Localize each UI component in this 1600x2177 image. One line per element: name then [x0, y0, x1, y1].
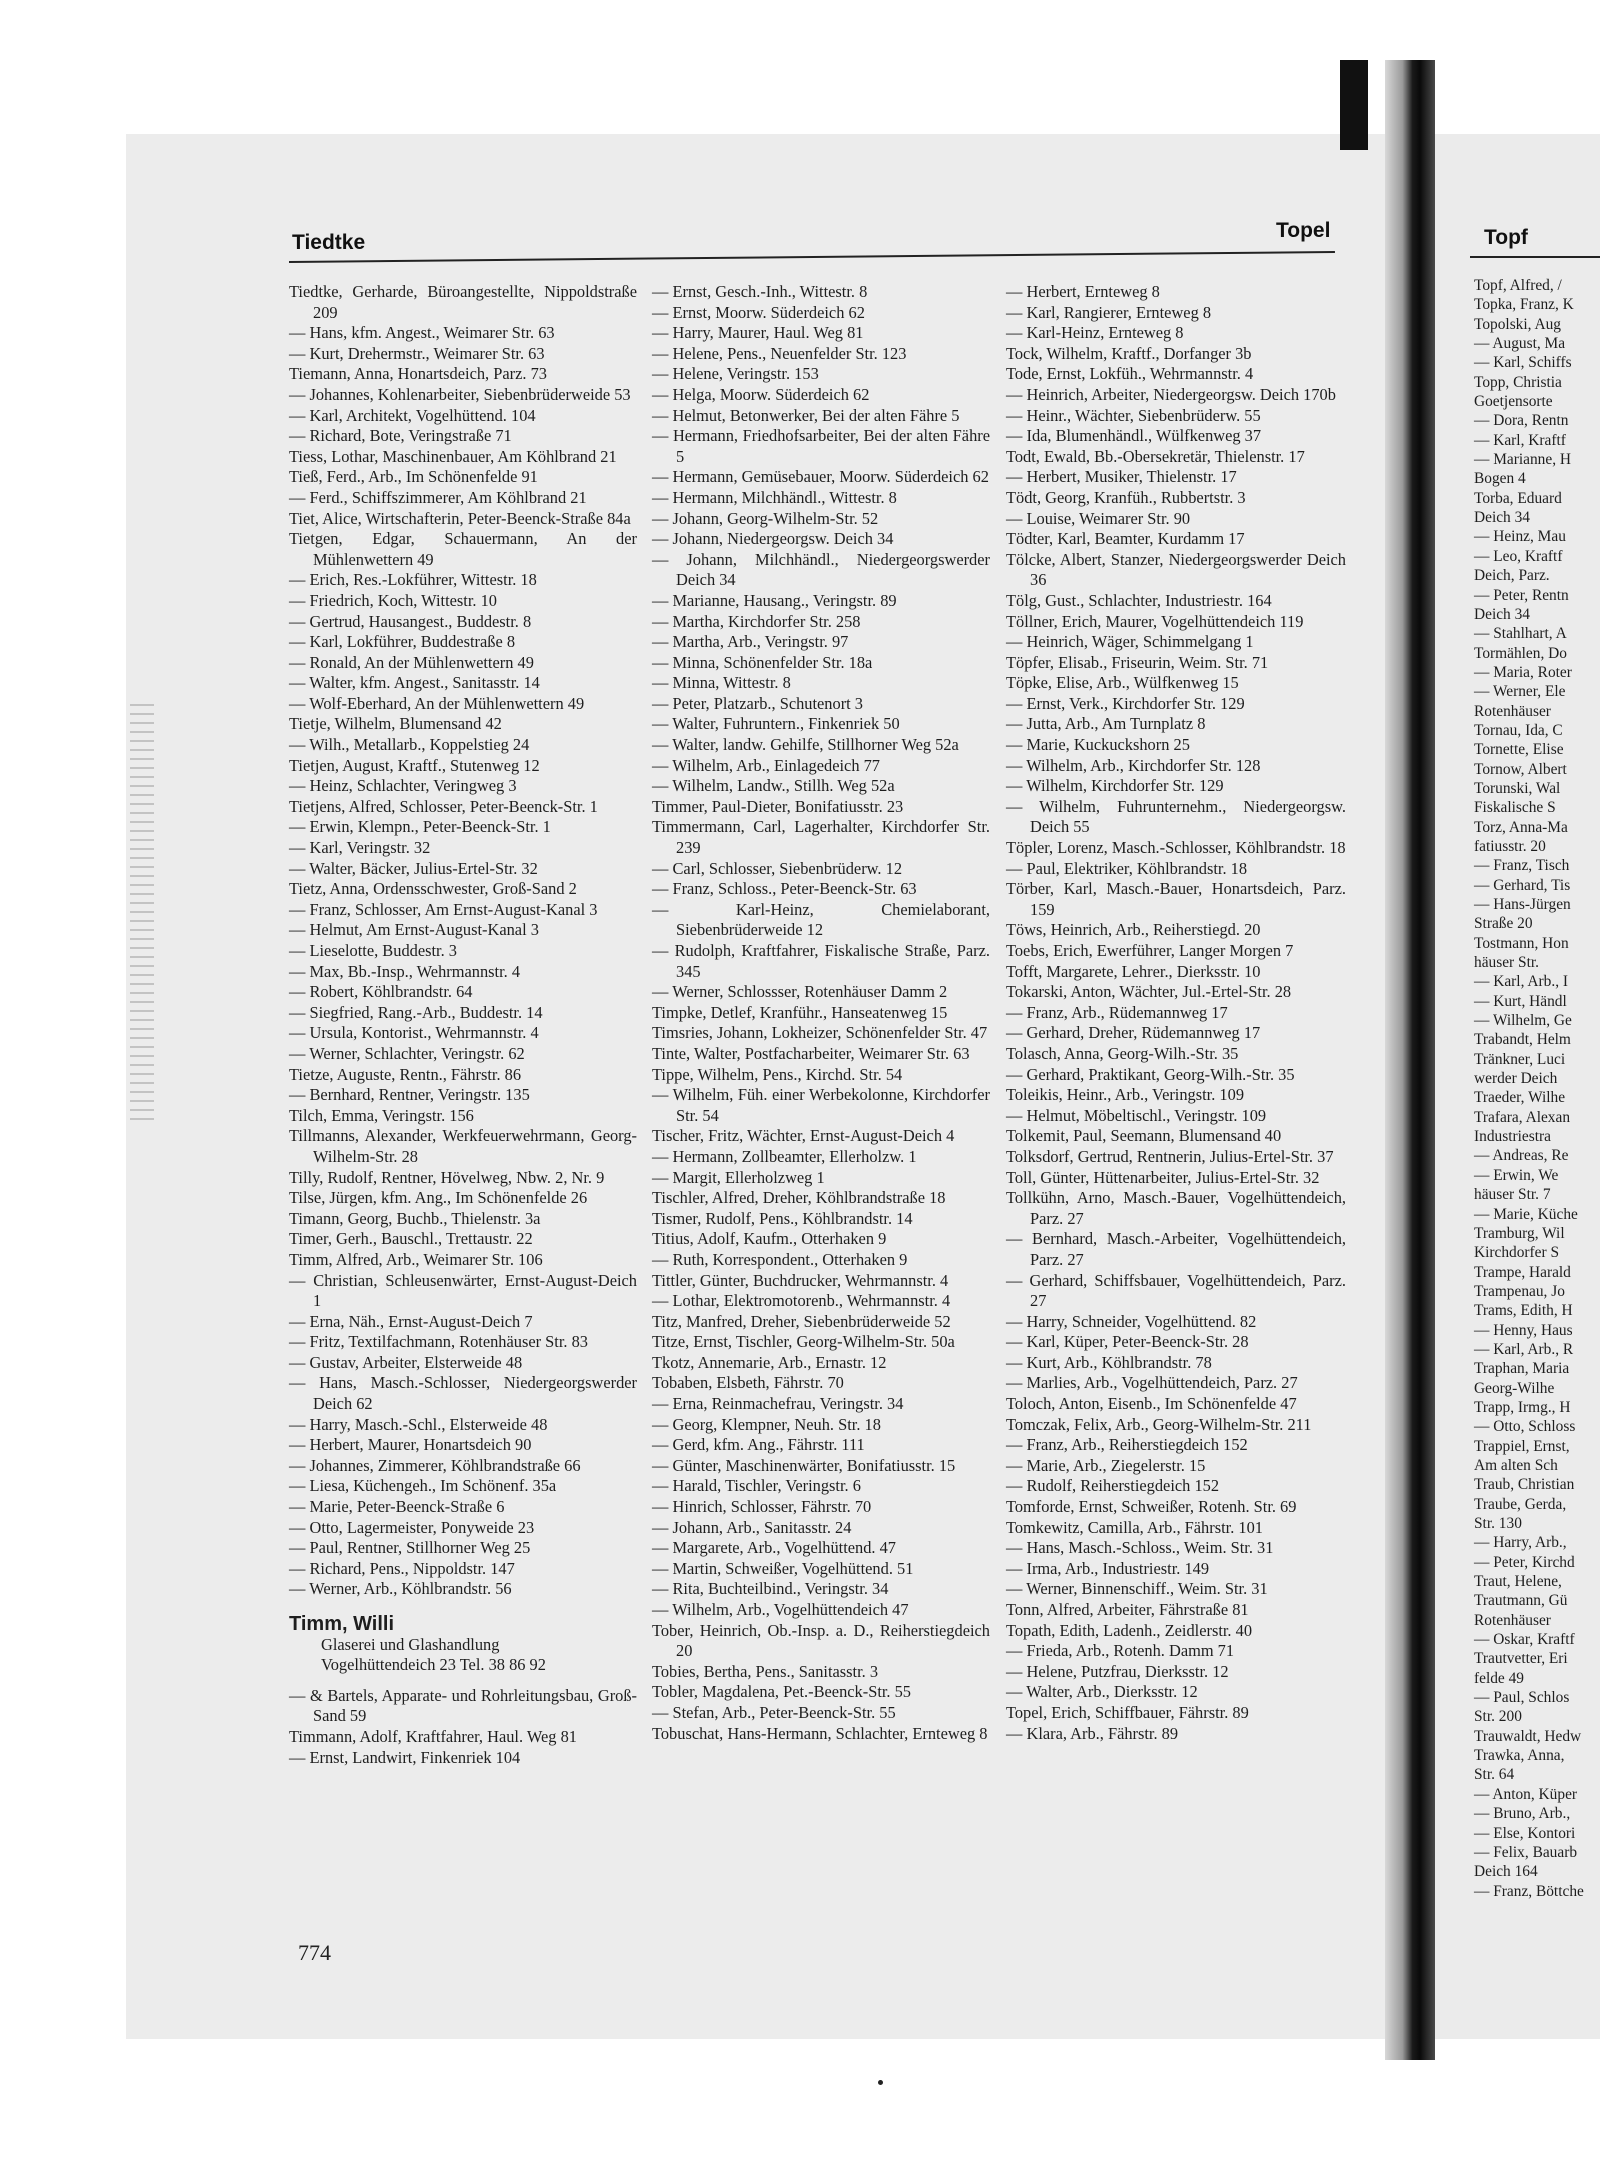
directory-entry: — Ronald, An der Mühlenwettern 49 [289, 652, 534, 672]
directory-entry: — Paul, Rentner, Stillhorner Weg 25 [289, 1538, 531, 1558]
directory-entry: — Georg, Klempner, Neuh. Str. 18 [652, 1414, 881, 1434]
directory-entry: — Gerd, kfm. Ang., Fährstr. 111 [652, 1435, 865, 1455]
directory-entry: — Walter, Bäcker, Julius-Ertel-Str. 32 [289, 858, 538, 878]
directory-entry: — Else, Kontori [1474, 1824, 1576, 1842]
directory-entry: Toebs, Erich, Ewerführer, Langer Morgen 7 [1006, 941, 1294, 960]
directory-entry: Traut, Helene, [1474, 1573, 1562, 1591]
directory-entry: — Lothar, Elektromotorenb., Wehrmannstr. 4 [652, 1291, 951, 1311]
directory-entry: Timpke, Detlef, Kranführ., Hanseatenweg 15 [652, 1002, 948, 1022]
directory-entry: — Hans, Masch.-Schlosser, Niedergeorgswerder Deich 62 [289, 1373, 637, 1414]
directory-entry: — Harry, Maurer, Haul. Weg 81 [652, 323, 864, 343]
scan-speck [878, 2080, 883, 2085]
directory-entry: Tolkemit, Paul, Seemann, Blumensand 40 [1006, 1126, 1282, 1146]
directory-entry: — Heinr., Wächter, Siebenbrüderw. 55 [1006, 405, 1261, 425]
directory-entry: Titz, Manfred, Dreher, Siebenbrüderweide 52 [652, 1311, 951, 1331]
directory-entry: — Johannes, Zimmerer, Köhlbrandstraße 66 [289, 1455, 581, 1475]
directory-entry: — Stefan, Arb., Peter-Beenck-Str. 55 [652, 1702, 896, 1722]
directory-entry: — Karl, Lokführer, Buddestraße 8 [289, 632, 516, 652]
directory-entry: Trabandt, Helm [1474, 1031, 1571, 1049]
directory-entry: — Otto, Lagermeister, Ponyweide 23 [289, 1517, 535, 1537]
directory-entry: — Maria, Roter [1474, 663, 1572, 681]
directory-entry: — Bernhard, Masch.-Arbeiter, Vogelhüttendeich, Parz. 27 [1006, 1229, 1346, 1269]
directory-entry: — Kurt, Arb., Köhlbrandstr. 78 [1006, 1352, 1212, 1372]
directory-entry: — Erwin, Klempn., Peter-Beenck-Str. 1 [289, 817, 551, 837]
directory-entry: — Ruth, Korrespondent., Otterhaken 9 [652, 1249, 908, 1269]
directory-entry: — Minna, Schönenfelder Str. 18a [652, 652, 873, 672]
directory-entry: — Wilhelm, Arb., Einlagedeich 77 [652, 755, 881, 775]
directory-entry: Topp, Christia [1474, 373, 1562, 391]
directory-entry: — Gerhard, Praktikant, Georg-Wilh.-Str. 35 [1006, 1064, 1295, 1084]
directory-entry: — Franz, Schlosser, Am Ernst-August-Kanal 3 [289, 899, 598, 919]
directory-entry: — Felix, Bauarb [1474, 1843, 1578, 1861]
directory-entry: Titze, Ernst, Tischler, Georg-Wilhelm-Str. 50a [652, 1332, 955, 1352]
directory-entry: — Harry, Masch.-Schl., Elsterweide 48 [289, 1414, 548, 1434]
directory-entry: — Irma, Arb., Industriestr. 149 [1006, 1558, 1210, 1578]
directory-entry: — Rita, Buchteilbind., Veringstr. 34 [652, 1579, 889, 1599]
directory-entry: Tode, Ernst, Lokfüh., Wehrmannstr. 4 [1006, 364, 1254, 384]
directory-entry: Tödt, Georg, Kranfüh., Rubbertstr. 3 [1006, 487, 1246, 507]
directory-entry: — Hinrich, Schlosser, Fährstr. 70 [652, 1497, 872, 1517]
directory-entry: — Harry, Schneider, Vogelhüttend. 82 [1006, 1311, 1257, 1331]
directory-entry: — Marie, Kuckuckshorn 25 [1006, 735, 1190, 755]
directory-entry: — Karl-Heinz, Ernteweg 8 [1006, 323, 1184, 343]
directory-entry: — Walter, Fuhruntern., Finkenriek 50 [652, 714, 900, 734]
directory-entry: felde 49 [1474, 1669, 1524, 1687]
directory-entry: — Herbert, Maurer, Honartsdeich 90 [289, 1435, 532, 1455]
directory-entry: — Max, Bb.-Insp., Wehrmannstr. 4 [289, 961, 521, 981]
directory-entry: Traube, Gerda, [1474, 1495, 1567, 1513]
directory-entry: — Marlies, Arb., Vogelhüttendeich, Parz. 27 [1006, 1373, 1298, 1393]
binding-edge-top [1340, 60, 1368, 150]
directory-entry: — Friedrich, Koch, Wittestr. 10 [289, 590, 497, 610]
directory-entry: Tomforde, Ernst, Schweißer, Rotenh. Str. 69 [1006, 1497, 1297, 1517]
directory-entry: Tomczak, Felix, Arb., Georg-Wilhelm-Str. 211 [1006, 1414, 1312, 1434]
directory-entry: — Wilhelm, Arb., Kirchdorfer Str. 128 [1006, 755, 1261, 775]
directory-entry: Tollkühn, Arno, Masch.-Bauer, Vogelhüttendeich, Parz. 27 [1006, 1188, 1346, 1228]
directory-entry: — Werner, Ele [1474, 683, 1566, 701]
directory-entry: — Franz, Arb., Reiherstiegdeich 152 [1006, 1435, 1248, 1455]
directory-entry: — Henny, Haus [1474, 1321, 1573, 1339]
directory-entry: — Werner, Binnenschiff., Weim. Str. 31 [1006, 1579, 1268, 1599]
directory-entry: — Richard, Pens., Nippoldstr. 147 [289, 1558, 515, 1578]
directory-entry: — Werner, Schlachter, Veringstr. 62 [289, 1043, 525, 1063]
directory-entry: Timm, Alfred, Arb., Weimarer Str. 106 [289, 1249, 543, 1269]
directory-entry: — Karl, Arb., I [1474, 973, 1569, 991]
directory-entry: Tieß, Ferd., Arb., Im Schönenfelde 91 [289, 467, 538, 487]
directory-entry: Tramburg, Wil [1474, 1224, 1565, 1242]
directory-entry: — Christian, Schleusenwärter, Ernst-August-Deich 1 [289, 1270, 637, 1311]
directory-entry: Tietze, Auguste, Rentn., Fährstr. 86 [289, 1064, 522, 1084]
directory-entry: Fiskalische S [1474, 799, 1556, 817]
directory-entry: — Heinrich, Wäger, Schimmelgang 1 [1006, 632, 1254, 652]
running-head-left: Tiedtke [292, 231, 366, 254]
directory-entry: — Marianne, H [1474, 451, 1572, 469]
directory-entry: Tietgen, Edgar, Schauermann, An der Mühlenwettern 49 [289, 529, 637, 569]
right-page-column [1474, 276, 1600, 1901]
directory-entry: Am alten Sch [1474, 1456, 1558, 1474]
directory-entry: Tietje, Wilhelm, Blumensand 42 [289, 714, 502, 734]
directory-entry: — Robert, Köhlbrandstr. 64 [289, 982, 473, 1002]
directory-entry: Topf, Alfred, / [1474, 277, 1562, 294]
directory-entry: Tismer, Rudolf, Pens., Köhlbrandstr. 14 [652, 1208, 913, 1228]
directory-entry: — Johann, Georg-Wilhelm-Str. 52 [652, 508, 879, 528]
directory-entry: — Johann, Niedergeorgsw. Deich 34 [652, 529, 894, 549]
directory-entry: — Ernst, Landwirt, Finkenriek 104 [289, 1747, 521, 1767]
directory-entry: — Harry, Arb., [1474, 1534, 1567, 1552]
right-page-header-rule [1470, 256, 1600, 258]
directory-entry: Tietjen, August, Kraftf., Stutenweg 12 [289, 755, 540, 775]
directory-entry: Bogen 4 [1474, 470, 1526, 488]
directory-entry: — Martha, Kirchdorfer Str. 258 [652, 611, 861, 631]
directory-entry: — Walter, kfm. Angest., Sanitasstr. 14 [289, 673, 540, 693]
directory-entry: — Ursula, Kontorist., Wehrmannstr. 4 [289, 1023, 539, 1043]
directory-entry: Tischler, Alfred, Dreher, Köhlbrandstraße 18 [652, 1188, 946, 1208]
directory-entry: — Paul, Schlos [1474, 1689, 1570, 1707]
directory-entry: — Fritz, Textilfachmann, Rotenhäuser Str. 83 [289, 1332, 588, 1352]
directory-entry: Tittler, Günter, Buchdrucker, Wehrmannstr. 4 [652, 1270, 949, 1290]
directory-entry: — Heinz, Schlachter, Veringweg 3 [289, 776, 517, 796]
directory-entry: — Hermann, Zollbeamter, Ellerholzw. 1 [652, 1146, 917, 1166]
directory-entry: häuser Str. [1474, 954, 1539, 972]
directory-entry: — Walter, Arb., Dierksstr. 12 [1006, 1682, 1198, 1702]
directory-entry: — Marie, Arb., Ziegelerstr. 15 [1006, 1455, 1206, 1475]
margin-bleed-through [130, 700, 154, 1120]
directory-entry: — Martha, Arb., Veringstr. 97 [652, 632, 849, 652]
directory-entry: Str. 130 [1474, 1515, 1522, 1532]
directory-entry: — Helene, Putzfrau, Dierksstr. 12 [1006, 1661, 1229, 1681]
directory-entry: Trafara, Alexan [1474, 1108, 1571, 1126]
directory-entry: — Franz, Schloss., Peter-Beenck-Str. 63 [652, 879, 917, 899]
directory-entry: Topolski, Aug [1474, 315, 1561, 333]
directory-entry: Tietz, Anna, Ordensschwester, Groß-Sand 2 [289, 879, 577, 899]
advertisement-name: Timm, Willi [289, 1613, 395, 1635]
directory-entry: — Marie, Küche [1474, 1205, 1578, 1223]
running-head-right: Topel [1276, 219, 1331, 242]
directory-entry: — Peter, Kirchd [1474, 1553, 1575, 1571]
directory-entry: Tokarski, Anton, Wächter, Jul.-Ertel-Str. 28 [1006, 982, 1292, 1002]
directory-entry: fatiusstr. 20 [1474, 837, 1546, 855]
directory-entry: — Margarete, Arb., Vogelhüttend. 47 [652, 1538, 897, 1558]
directory-entry: Deich, Parz. [1474, 567, 1550, 585]
directory-entry: Goetjensorte [1474, 393, 1553, 411]
directory-entry: — Wolf-Eberhard, An der Mühlenwettern 49 [289, 693, 585, 713]
directory-entry: — Herbert, Ernteweg 8 [1006, 282, 1160, 301]
directory-entry: — Karl, Kraftf [1474, 431, 1566, 449]
directory-entry: — Jutta, Arb., Am Turnplatz 8 [1006, 714, 1206, 734]
advertisement-line: Glaserei und Glashandlung [321, 1634, 500, 1654]
directory-entry: Tornow, Albert [1474, 760, 1567, 778]
directory-entry: Traphan, Maria [1474, 1360, 1570, 1378]
directory-entry: Tiedtke, Gerharde, Büroangestellte, Nippoldstraße 209 [289, 282, 637, 322]
directory-entry: Toloch, Anton, Eisenb., Im Schönenfelde 47 [1006, 1394, 1297, 1414]
page-number: 774 [298, 1940, 331, 1965]
directory-entry: Tonn, Alfred, Arbeiter, Fährstraße 81 [1006, 1600, 1249, 1619]
directory-entry: — Karl, Arb., R [1474, 1340, 1574, 1358]
directory-entry: — Marianne, Hausang., Veringstr. 89 [652, 590, 897, 610]
directory-entry: — Carl, Schlosser, Siebenbrüderw. 12 [652, 858, 903, 878]
directory-entry: — Helene, Pens., Neuenfelder Str. 123 [652, 343, 907, 363]
directory-column-1 [289, 282, 637, 1768]
directory-entry: Trampenau, Jo [1474, 1282, 1565, 1300]
directory-entry: Tolasch, Anna, Georg-Wilh.-Str. 35 [1006, 1043, 1239, 1063]
directory-entry: — Ferd., Schiffszimmerer, Am Köhlbrand 21 [289, 487, 587, 507]
directory-entry: — Richard, Bote, Veringstraße 71 [289, 426, 512, 446]
directory-entry: — Franz, Böttche [1474, 1882, 1584, 1900]
directory-entry: — Gertrud, Hausangest., Buddestr. 8 [289, 611, 532, 631]
directory-entry: Trauwaldt, Hedw [1474, 1727, 1582, 1745]
directory-entry: — Erich, Res.-Lokführer, Wittestr. 18 [289, 570, 537, 590]
directory-entry: — Karl, Schiffs [1474, 354, 1572, 372]
directory-entry: — Ernst, Verk., Kirchdorfer Str. 129 [1006, 693, 1245, 713]
directory-entry: Tinte, Walter, Postfacharbeiter, Weimarer Str. 63 [652, 1043, 970, 1063]
directory-entry: — Ernst, Gesch.-Inh., Wittestr. 8 [652, 282, 868, 301]
directory-entry: Trampe, Harald [1474, 1263, 1571, 1281]
directory-entry: — Erna, Reinmachefrau, Veringstr. 34 [652, 1394, 904, 1414]
directory-entry: — Günter, Maschinenwärter, Bonifatiusstr. 15 [652, 1455, 956, 1475]
directory-entry: Tiess, Lothar, Maschinenbauer, Am Köhlbrand 21 [289, 446, 617, 466]
directory-entry: — Wilhelm, Fuhrunternehm., Niedergeorgsw. Deich 55 [1006, 796, 1346, 837]
directory-entry: — Ida, Blumenhändl., Wülfkenweg 37 [1006, 426, 1262, 446]
directory-entry: — Andreas, Re [1474, 1147, 1569, 1165]
directory-entry: Timsries, Johann, Lokheizer, Schönenfelder Str. 47 [652, 1023, 988, 1043]
directory-entry: Tölg, Gust., Schlachter, Industriestr. 164 [1006, 590, 1272, 610]
book-binding-shadow [1385, 60, 1435, 2060]
directory-entry: — Hans-Jürgen [1474, 896, 1571, 913]
directory-entry: — Wilhelm, Landw., Stillh. Weg 52a [652, 776, 895, 796]
directory-entry: — Harald, Tischler, Veringstr. 6 [652, 1476, 861, 1496]
directory-entry: — Karl-Heinz, Chemielaborant, Siebenbrüderweide 12 [652, 899, 990, 940]
directory-entry: werder Deich [1474, 1070, 1558, 1088]
directory-entry: Timann, Georg, Buchb., Thielenstr. 3a [289, 1208, 541, 1228]
directory-entry: Tornau, Ida, C [1474, 721, 1563, 739]
directory-entry: — Johann, Arb., Sanitasstr. 24 [652, 1517, 852, 1537]
directory-entry: Töllner, Erich, Maurer, Vogelhüttendeich 119 [1006, 611, 1304, 631]
directory-entry: — Wilh., Metallarb., Koppelstieg 24 [289, 735, 530, 755]
directory-entry: Trautvetter, Eri [1474, 1650, 1568, 1668]
directory-entry: Tornette, Elise [1474, 741, 1564, 759]
directory-entry: — Paul, Elektriker, Köhlbrandstr. 18 [1006, 858, 1248, 878]
directory-entry: — Lieselotte, Buddestr. 3 [289, 941, 457, 960]
directory-entry: Trappiel, Ernst, [1474, 1437, 1570, 1455]
directory-entry: — Werner, Schlossser, Rotenhäuser Damm 2 [652, 982, 948, 1002]
directory-entry: — Hermann, Friedhofsarbeiter, Bei der alten Fähre 5 [652, 426, 990, 466]
directory-entry: — Peter, Platzarb., Schutenort 3 [652, 693, 864, 713]
directory-entry: Timmermann, Carl, Lagerhalter, Kirchdorfer Str. 239 [652, 817, 990, 858]
directory-entry: Straße 20 [1474, 915, 1533, 933]
directory-entry: — Johann, Milchhändl., Niedergeorgswerder Deich 34 [652, 549, 990, 590]
directory-entry: Toll, Günter, Hüttenarbeiter, Julius-Ertel-Str. 32 [1006, 1167, 1320, 1187]
directory-entry: — Helmut, Betonwerker, Bei der alten Fähre 5 [652, 405, 960, 425]
directory-entry: — Karl, Architekt, Vogelhüttend. 104 [289, 405, 536, 425]
directory-entry: — Walter, landw. Gehilfe, Stillhorner Weg 52a [652, 735, 959, 755]
directory-entry: Tilly, Rudolf, Rentner, Hövelweg, Nbw. 2, Nr. 9 [289, 1167, 605, 1187]
directory-entry: Tobler, Magdalena, Pet.-Beenck-Str. 55 [652, 1682, 912, 1702]
directory-entry: Str. 200 [1474, 1708, 1522, 1726]
directory-entry: Georg-Wilhe [1474, 1379, 1555, 1397]
directory-entry: Tostmann, Hon [1474, 934, 1569, 952]
directory-entry: Rotenhäuser [1474, 1611, 1551, 1629]
directory-entry: Trawka, Anna, [1474, 1747, 1565, 1765]
directory-entry: — Karl, Rangierer, Ernteweg 8 [1006, 302, 1212, 322]
directory-entry: Topka, Franz, K [1474, 296, 1574, 314]
directory-entry: Trapp, Irmg., H [1474, 1398, 1571, 1416]
directory-entry: Trautmann, Gü [1474, 1592, 1568, 1610]
directory-entry: Tippe, Wilhelm, Pens., Kirchd. Str. 54 [652, 1064, 903, 1084]
directory-entry: Tolksdorf, Gertrud, Rentnerin, Julius-Ertel-Str. 37 [1006, 1146, 1334, 1166]
directory-entry: Töpke, Elise, Arb., Wülfkenweg 15 [1006, 673, 1239, 693]
directory-entry: Tomkewitz, Camilla, Arb., Fährstr. 101 [1006, 1517, 1263, 1537]
directory-entry: Tilse, Jürgen, kfm. Ang., Im Schönenfelde 26 [289, 1188, 588, 1208]
directory-entry: — Siegfried, Rang.-Arb., Buddestr. 14 [289, 1002, 543, 1022]
directory-entry: — Hans, kfm. Angest., Weimarer Str. 63 [289, 323, 555, 343]
directory-entry: — Minna, Wittestr. 8 [652, 673, 791, 693]
directory-entry: Deich 34 [1474, 509, 1530, 527]
directory-entry: Topath, Edith, Ladenh., Zeidlerstr. 40 [1006, 1620, 1253, 1640]
directory-entry: — Karl, Küper, Peter-Beenck-Str. 28 [1006, 1332, 1249, 1352]
advertisement-line: Vogelhüttendeich 23 Tel. 38 86 92 [321, 1655, 546, 1675]
directory-entry: — Leo, Kraftf [1474, 547, 1563, 565]
directory-entry: — Wilhelm, Arb., Vogelhüttendeich 47 [652, 1600, 909, 1619]
directory-entry: — Frieda, Arb., Rotenh. Damm 71 [1006, 1641, 1235, 1661]
directory-entry: Tiet, Alice, Wirtschafterin, Peter-Beenck-Straße 84a [289, 508, 631, 528]
directory-entry: — Dora, Rentn [1474, 412, 1569, 430]
directory-entry: — Erwin, We [1474, 1166, 1559, 1184]
directory-entry: — Bernhard, Rentner, Veringstr. 135 [289, 1085, 530, 1105]
directory-entry: Timer, Gerh., Bauschl., Trettaustr. 22 [289, 1229, 533, 1249]
directory-entry: — Stahlhart, A [1474, 625, 1567, 643]
directory-entry: — Kurt, Händl [1474, 992, 1567, 1010]
directory-entry: Toleikis, Heinr., Arb., Veringstr. 109 [1006, 1085, 1245, 1105]
directory-entry: Töws, Heinrich, Arb., Reiherstiegd. 20 [1006, 920, 1261, 940]
directory-entry: — Karl, Veringstr. 32 [289, 838, 431, 858]
directory-entry: Töpfer, Elisab., Friseurin, Weim. Str. 71 [1006, 652, 1269, 672]
directory-entry: Tödter, Karl, Beamter, Kurdamm 17 [1006, 529, 1245, 549]
directory-entry: — Marie, Peter-Beenck-Straße 6 [289, 1497, 505, 1517]
directory-entry: — Gustav, Arbeiter, Elsterweide 48 [289, 1352, 523, 1372]
directory-entry: — Louise, Weimarer Str. 90 [1006, 508, 1191, 528]
directory-entry: Topel, Erich, Schiffbauer, Fährstr. 89 [1006, 1702, 1249, 1722]
directory-entry: — Gerhard, Dreher, Rüdemannweg 17 [1006, 1023, 1261, 1043]
directory-entry: — Heinz, Mau [1474, 528, 1566, 546]
directory-entry: — Wilhelm, Füh. einer Werbekolonne, Kirchdorfer Str. 54 [652, 1085, 990, 1125]
directory-entry: — Wilhelm, Kirchdorfer Str. 129 [1006, 776, 1224, 796]
directory-column-2 [652, 282, 990, 1744]
directory-entry: Titius, Adolf, Kaufm., Otterhaken 9 [652, 1229, 887, 1249]
directory-entry: — Anton, Küper [1474, 1785, 1578, 1803]
directory-entry: Tölcke, Albert, Stanzer, Niedergeorgswerder Deich 36 [1006, 549, 1346, 590]
directory-entry: — Gerhard, Schiffsbauer, Vogelhüttendeich, Parz. 27 [1006, 1270, 1346, 1311]
directory-entry: — Hermann, Milchhändl., Wittestr. 8 [652, 487, 897, 507]
directory-entry: Tofft, Margarete, Lehrer., Dierksstr. 10 [1006, 961, 1261, 981]
directory-entry: Industriestra [1474, 1128, 1551, 1146]
directory-entry: — Herbert, Musiker, Thielenstr. 17 [1006, 467, 1237, 487]
directory-entry: Tränkner, Luci [1474, 1050, 1566, 1068]
directory-entry: — Martin, Schweißer, Vogelhüttend. 51 [652, 1558, 914, 1578]
directory-entry: Tiemann, Anna, Honartsdeich, Parz. 73 [289, 364, 547, 384]
directory-column-3 [1006, 282, 1346, 1744]
directory-entry: häuser Str. 7 [1474, 1186, 1551, 1204]
directory-entry: — Oskar, Kraftf [1474, 1631, 1575, 1649]
directory-entry: Trams, Edith, H [1474, 1302, 1573, 1320]
directory-entry: Töpler, Lorenz, Masch.-Schlosser, Köhlbrandstr. 18 [1006, 838, 1346, 858]
directory-entry: Tobaben, Elsbeth, Fährstr. 70 [652, 1373, 844, 1393]
directory-entry: Todt, Ewald, Bb.-Obersekretär, Thielenstr. 17 [1006, 446, 1305, 466]
directory-entry: — Rudolph, Kraftfahrer, Fiskalische Straße, Parz. 345 [652, 941, 990, 981]
directory-entry: Tormählen, Do [1474, 644, 1567, 662]
directory-entry: Tietjens, Alfred, Schlosser, Peter-Beenck-Str. 1 [289, 796, 598, 816]
directory-entry: — Hermann, Gemüsebauer, Moorw. Süderdeich 62 [652, 467, 989, 487]
directory-entry: Tkotz, Annemarie, Arb., Ernastr. 12 [652, 1352, 887, 1372]
directory-entry: — Bruno, Arb., [1474, 1805, 1571, 1823]
directory-entry: — Ernst, Moorw. Süderdeich 62 [652, 302, 865, 322]
directory-entry: — Peter, Rentn [1474, 586, 1569, 604]
directory-entry: — Liesa, Küchengeh., Im Schönenf. 35a [289, 1476, 557, 1496]
directory-entry: Torba, Eduard [1474, 489, 1562, 507]
directory-entry: Traub, Christian [1474, 1476, 1575, 1494]
directory-entry: — Klara, Arb., Fährstr. 89 [1006, 1723, 1179, 1743]
directory-entry: — Hans, Masch.-Schloss., Weim. Str. 31 [1006, 1538, 1274, 1558]
directory-entry: Tobuschat, Hans-Hermann, Schlachter, Ernteweg 8 [652, 1723, 988, 1743]
right-page-running-head: Topf [1484, 226, 1528, 249]
directory-entry: Str. 64 [1474, 1766, 1515, 1784]
directory-entry: Törber, Karl, Masch.-Bauer, Honartsdeich, Parz. 159 [1006, 879, 1346, 919]
directory-entry: Timmer, Paul-Dieter, Bonifatiusstr. 23 [652, 796, 904, 816]
directory-entry: — Helmut, Möbeltischl., Veringstr. 109 [1006, 1105, 1267, 1125]
directory-entry: — Gerhard, Tis [1474, 876, 1571, 894]
directory-entry: Timmann, Adolf, Kraftfahrer, Haul. Weg 81 [289, 1726, 577, 1746]
directory-entry: — Margit, Ellerholzweg 1 [652, 1167, 825, 1187]
directory-entry: Torunski, Wal [1474, 779, 1561, 797]
directory-entry: — Kurt, Drehermstr., Weimarer Str. 63 [289, 343, 545, 363]
directory-entry: Tober, Heinrich, Ob.-Insp. a. D., Reiherstiegdeich 20 [652, 1620, 990, 1661]
directory-entry: Tock, Wilhelm, Kraftf., Dorfanger 3b [1006, 343, 1252, 363]
directory-entry: — Helene, Veringstr. 153 [652, 364, 819, 384]
directory-entry: Tilch, Emma, Veringstr. 156 [289, 1105, 474, 1125]
directory-entry: Kirchdorfer S [1474, 1244, 1560, 1262]
directory-entry: Rotenhäuser [1474, 702, 1551, 720]
directory-entry: — August, Ma [1474, 335, 1566, 353]
directory-entry: Torz, Anna-Ma [1474, 818, 1568, 836]
directory-entry: — Erna, Näh., Ernst-August-Deich 7 [289, 1311, 533, 1331]
directory-entry: — Franz, Arb., Rüdemannweg 17 [1006, 1002, 1228, 1022]
directory-entry: Tillmanns, Alexander, Werkfeuerwehrmann, Georg-Wilhelm-Str. 28 [289, 1126, 637, 1166]
directory-entry: — Franz, Tisch [1474, 857, 1570, 875]
directory-entry: Tischer, Fritz, Wächter, Ernst-August-Deich 4 [652, 1126, 955, 1146]
directory-entry: — Heinrich, Arbeiter, Niedergeorgsw. Deich 170b [1006, 384, 1336, 404]
directory-entry: Deich 34 [1474, 605, 1530, 623]
directory-entry: — Johannes, Kohlenarbeiter, Siebenbrüderweide 53 [289, 384, 631, 404]
directory-entry: — Otto, Schloss [1474, 1418, 1576, 1436]
directory-entry: Traeder, Wilhe [1474, 1089, 1566, 1107]
directory-entry: Tobies, Bertha, Pens., Sanitasstr. 3 [652, 1661, 879, 1681]
directory-entry: — Werner, Arb., Köhlbrandstr. 56 [289, 1579, 512, 1599]
directory-entry: — Rudolf, Reiherstiegdeich 152 [1006, 1476, 1220, 1496]
directory-entry: — Helmut, Am Ernst-August-Kanal 3 [289, 920, 539, 940]
directory-entry: — Wilhelm, Ge [1474, 1012, 1572, 1030]
directory-entry: — & Bartels, Apparate- und Rohrleitungsbau, Groß-Sand 59 [289, 1685, 637, 1726]
directory-entry: Deich 164 [1474, 1863, 1538, 1881]
directory-entry: — Helga, Moorw. Süderdeich 62 [652, 384, 870, 404]
